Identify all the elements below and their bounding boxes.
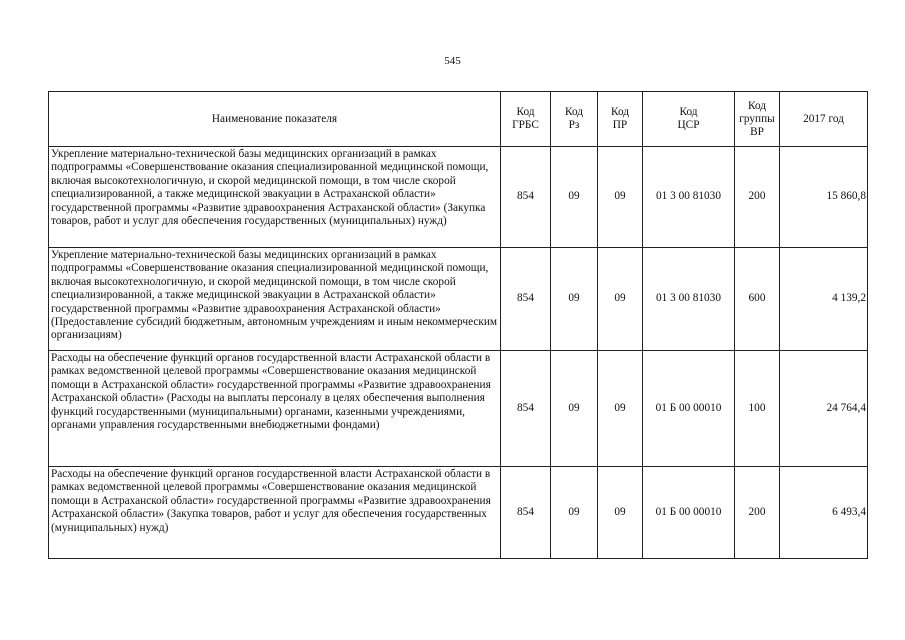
header-rz-line2: Рз (568, 119, 580, 131)
cell-pr: 09 (598, 467, 643, 559)
cell-grbs: 854 (501, 147, 551, 248)
header-name (49, 92, 501, 147)
cell-name: Укрепление материально-технической базы медицинских организаций в рамках подпрограммы «Совершенствование оказания специализированной медицинской помощи, включая высокотехнологичную, и скорой медицинской помощи, в том числе скорой специализированной, а также медицинской эвакуации в Астраханской области» государственной программы «Развитие здравоохранения Астраханской области» (Закупка товаров, работ и услуг для обеспечения государственных (муниципальных) нужд) (49, 147, 501, 248)
table-row (49, 147, 868, 248)
cell-amount: 24 764,4 (780, 351, 868, 467)
header-csr (643, 92, 735, 147)
cell-csr: 01 Б 00 00010 (643, 351, 735, 467)
table-header (49, 92, 868, 147)
budget-table (48, 91, 868, 559)
cell-rz: 09 (551, 248, 598, 351)
header-vr-line3: ВР (750, 125, 764, 138)
header-vr (735, 92, 780, 147)
table-row (49, 248, 868, 351)
cell-grbs: 854 (501, 351, 551, 467)
cell-csr: 01 3 00 81030 (643, 248, 735, 351)
cell-name: Укрепление материально-технической базы медицинских организаций в рамках подпрограммы «Совершенствование оказания специализированной медицинской помощи, включая высокотехнологичную, и скорой медицинской помощи, в том числе скорой специализированной, а также медицинской эвакуации в Астраханской области» государственной программы «Развитие здравоохранения Астраханской области» (Предоставление субсидий бюджетным, автономным учреждениям и иным некоммерческим организациям) (49, 248, 501, 351)
table-row (49, 351, 868, 467)
cell-name: Расходы на обеспечение функций органов государственной власти Астраханской области в рамках ведомственной целевой программы «Совершенствование оказания медицинской помощи в Астраханской области» государственной программы «Развитие здравоохранения Астраханской области» (Закупка товаров, работ и услуг для обеспечения государственных (муниципальных) нужд) (49, 467, 501, 559)
cell-vr: 100 (735, 351, 780, 467)
cell-pr: 09 (598, 248, 643, 351)
header-csr-line2: ЦСР (677, 119, 700, 131)
cell-grbs: 854 (501, 248, 551, 351)
cell-pr: 09 (598, 351, 643, 467)
table-row (49, 467, 868, 559)
cell-name: Расходы на обеспечение функций органов государственной власти Астраханской области в рамках ведомственной целевой программы «Совершенствование оказания медицинской помощи в Астраханской области» государственной программы «Развитие здравоохранения Астраханской области» (Расходы на выплаты персоналу в целях обеспечения выполнения функций государственными (муниципальными) органами, казенными учреждениями, органами управления государственными внебюджетными фондами) (49, 351, 501, 467)
cell-amount: 4 139,2 (780, 248, 868, 351)
header-vr-line2: группы (739, 112, 775, 125)
header-grbs-line1: Код (516, 106, 535, 118)
header-year (780, 92, 868, 147)
header-row (49, 92, 868, 147)
header-year-label: 2017 год (803, 112, 844, 125)
page-number: 545 (444, 55, 461, 67)
header-rz-line1: Код (564, 106, 584, 118)
cell-amount: 6 493,4 (780, 467, 868, 559)
header-pr (598, 92, 643, 147)
table-body (49, 147, 868, 559)
cell-vr: 200 (735, 147, 780, 248)
header-name-label: Наименование показателя (211, 112, 338, 125)
header-vr-line1: Код (747, 99, 767, 112)
header-pr-line1: Код (610, 106, 630, 118)
header-pr-line2: ПР (612, 119, 628, 131)
cell-vr: 600 (735, 248, 780, 351)
cell-grbs: 854 (501, 467, 551, 559)
header-csr-line1: Код (679, 106, 698, 118)
cell-pr: 09 (598, 147, 643, 248)
cell-rz: 09 (551, 147, 598, 248)
header-rz (551, 92, 598, 147)
header-grbs (501, 92, 551, 147)
header-grbs-line2: ГРБС (512, 119, 539, 131)
cell-csr: 01 3 00 81030 (643, 147, 735, 248)
cell-csr: 01 Б 00 00010 (643, 467, 735, 559)
cell-rz: 09 (551, 351, 598, 467)
cell-rz: 09 (551, 467, 598, 559)
cell-amount: 15 860,8 (780, 147, 868, 248)
cell-vr: 200 (735, 467, 780, 559)
